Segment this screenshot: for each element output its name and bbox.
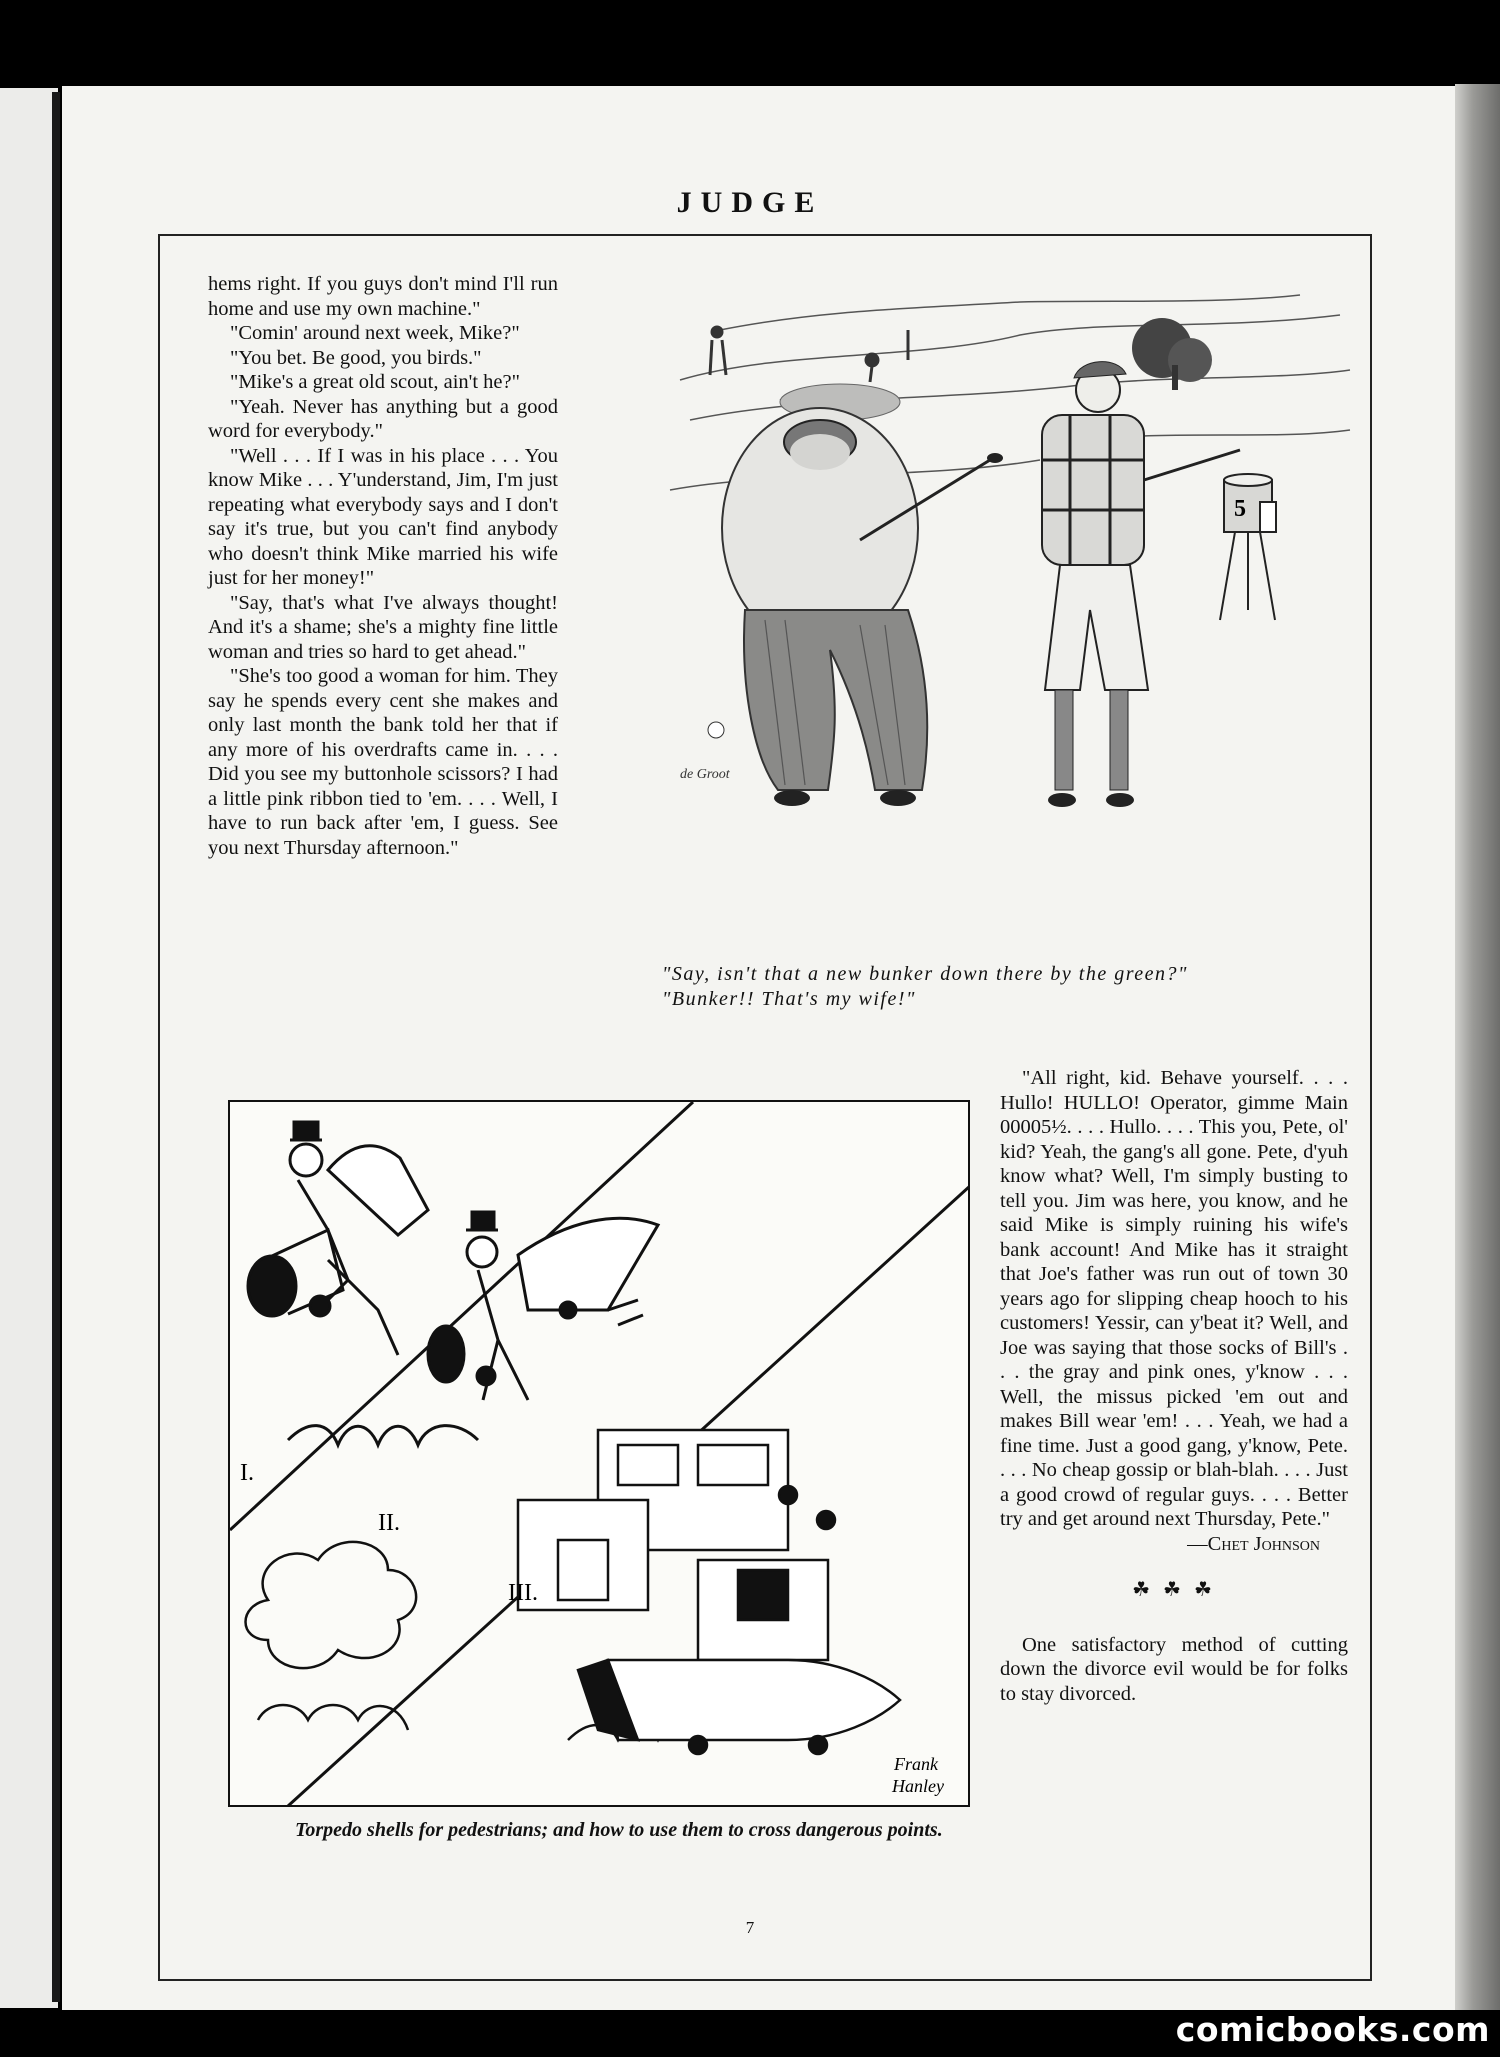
scan-bottom-border <box>0 2010 1500 2057</box>
artist-signature: Frank <box>894 1754 938 1774</box>
distant-golfers <box>710 327 908 382</box>
panel-label: I. <box>240 1460 254 1486</box>
paragraph: hems right. If you guys don't mind I'll run home and use my own machine." <box>208 273 558 320</box>
paragraph: "All right, kid. Behave yourself. . . . Hullo! HULLO! Operator, gimme Main 00005½. . . . Hullo. . . . This you, Pete, ol' kid? Yeah, the gang's all gone. Pete, d'yuh know what? Well, I'm simply busting to tell you. Jim was here, you know, and he said Mike is simply ruining his wife's bank account! And Mike has it straight that Joe's father was run out of town 30 years ago for slipping cheap hooch to his customers! Yessir, can y'beat it? Well, and Joe was saying that those socks of Bill's . . . the gray and pink ones, y'know . . . Well, the missus picked 'em out and makes Bill wear 'em! . . . Yeah, we had a fine time. Just a good gang, y'know, Pete. . . . No cheap gossip or blah-blah. . . . Just a good crowd of regular guys. . . . Better try and get around next Thursday, Pete." <box>1000 1067 1348 1530</box>
section-ornament: ☘ ☘ ☘ <box>1132 1579 1216 1601</box>
golf-ball <box>708 722 724 738</box>
panel-label: III. <box>508 1580 538 1606</box>
torpedo-cartoon <box>228 1100 970 1807</box>
paragraph: "Mike's a great old scout, ain't he?" <box>230 371 520 393</box>
paragraph: "Yeah. Never has anything but a good word for everybody." <box>208 395 558 442</box>
binding-spine <box>52 92 60 2002</box>
right-column <box>1000 1066 1348 1706</box>
tall-golfer <box>1042 362 1240 807</box>
paragraph: "Say, that's what I've always thought! And it's a shame; she's a mighty fine little woman and tries so hard to get ahead." <box>208 591 558 663</box>
ball-washer-number: 5 <box>1234 496 1246 522</box>
ball-washer <box>1220 474 1276 620</box>
caption-line: "Bunker!! That's my wife!" <box>662 988 916 1010</box>
caption-line: "Say, isn't that a new bunker down there by the green?" <box>662 963 1188 985</box>
golf-caption <box>662 962 1188 1012</box>
artist-signature: Hanley <box>892 1776 944 1796</box>
paragraph: "She's too good a woman for him. They say he spends every cent she makes and only last month the bank told her that if any more of his overdrafts came in. . . . Did you see my buttonhole scissors? I had a little pink ribbon tied to 'em. . . . Well, I have to run back after 'em, I guess. See you next Thursday afternoon." <box>208 665 558 859</box>
scan-top-border <box>0 0 1500 88</box>
joke-paragraph: One satisfactory method of cutting down the divorce evil would be for folks to stay divorced. <box>1000 1633 1348 1705</box>
page-stack-edge <box>1455 84 1500 2014</box>
paragraph: "You bet. Be good, you birds." <box>230 346 482 369</box>
golf-cartoon <box>660 290 1360 950</box>
artist-signature: de Groot <box>680 767 730 782</box>
page-number: 7 <box>745 1918 755 1937</box>
masthead: JUDGE <box>676 186 824 219</box>
facing-page-edge <box>0 88 58 2008</box>
left-column <box>208 272 558 860</box>
torpedo-caption: Torpedo shells for pedestrians; and how to use them to cross dangerous points. <box>295 1819 943 1841</box>
paragraph: "Comin' around next week, Mike?" <box>230 322 520 344</box>
panel-label: II. <box>378 1510 400 1536</box>
byline: —Chet Johnson <box>1187 1532 1320 1555</box>
stout-golfer <box>722 408 927 806</box>
watermark: comicbooks.com <box>1175 2010 1490 2049</box>
paragraph: "Well . . . If I was in his place . . . You know Mike . . . Y'understand, Jim, I'm just repeating what everybody says and I don't say it's true, but you can't find anybody who doesn't think Mike married his wife just for her money!" <box>208 444 558 589</box>
